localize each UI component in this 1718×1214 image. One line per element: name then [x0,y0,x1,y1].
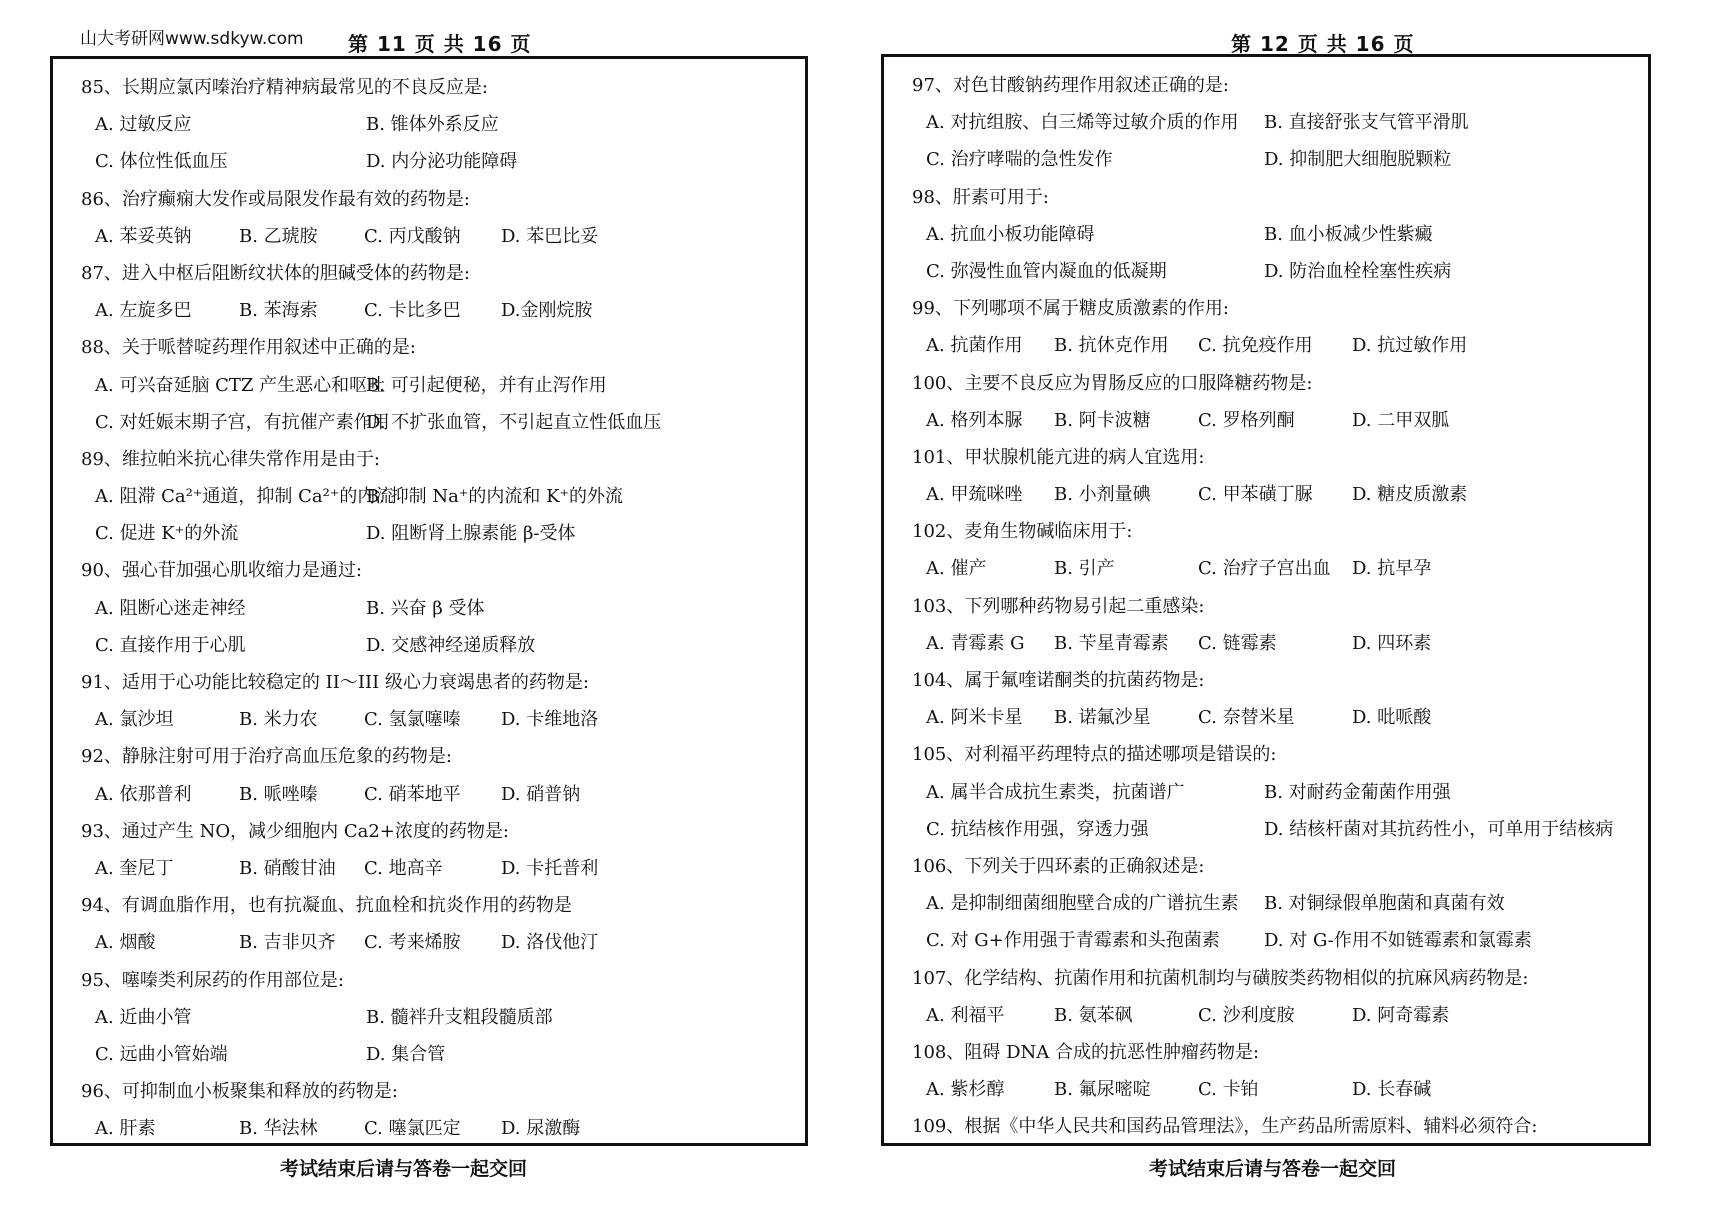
answer-option: C. 体位性低血压 [95,151,228,173]
answer-option: B. 可引起便秘，并有止泻作用 [366,374,607,396]
question-stem: 107、化学结构、抗菌作用和抗菌机制均与磺胺类药物相似的抗麻风病药物是: [912,967,1529,989]
answer-option: D. 长春碱 [1352,1079,1432,1101]
question-frame [881,54,1651,1146]
option-row [81,999,799,1036]
question-stem: 88、关于哌替啶药理作用叙述中正确的是: [81,337,416,359]
answer-option: B. 吉非贝齐 [239,932,336,954]
question-stem: 106、下列关于四环素的正确叙述是: [912,855,1205,877]
answer-option: A. 紫杉醇 [926,1079,1005,1101]
answer-option: A. 催产 [926,558,987,580]
answer-option: D. 硝普钠 [501,783,581,805]
answer-option: C. 治疗子宫出血 [1198,558,1331,580]
option-row [912,922,1642,959]
answer-option: A. 对抗组胺、白三烯等过敏介质的作用 [926,112,1239,134]
option-row [81,850,799,887]
answer-option: A. 格列本脲 [926,409,1023,431]
page-number: 第 12 页 共 16 页 [1231,32,1415,56]
option-row [81,627,799,664]
answer-option: B. 引产 [1054,558,1115,580]
option-row [81,1110,799,1147]
option-row [81,1036,799,1073]
question-stem: 97、对色甘酸钠药理作用叙述正确的是: [912,75,1229,96]
answer-option: C. 对 G+作用强于青霉素和头孢菌素 [926,930,1220,952]
question-stem: 102、麦角生物碱临床用于: [912,521,1133,543]
option-row [81,404,799,441]
question-stem: 101、甲状腺机能亢进的病人宜选用: [912,446,1205,468]
answer-option: C. 直接作用于心肌 [95,634,246,656]
answer-option: D. 不扩张血管，不引起直立性低血压 [366,411,662,433]
question-stem: 99、下列哪项不属于糖皮质激素的作用: [912,298,1229,320]
question-stem: 87、进入中枢后阻断纹状体的胆碱受体的药物是: [81,262,470,284]
answer-option: A. 肝素 [95,1118,156,1140]
question-stem: 92、静脉注射可用于治疗高血压危象的药物是: [81,746,452,768]
option-row [912,997,1642,1034]
answer-option: B. 抗休克作用 [1054,335,1169,357]
answer-option: D. 糖皮质激素 [1352,484,1468,506]
question-stem: 100、主要不良反应为胃肠反应的口服降糖药物是: [912,372,1313,394]
answer-option: C. 沙利度胺 [1198,1004,1295,1026]
answer-option: C. 考来烯胺 [364,932,461,954]
answer-option: D. 洛伐他汀 [501,932,599,954]
answer-option: A. 青霉素 G [926,632,1025,654]
footer-note: 考试结束后请与答卷一起交回 [1149,1158,1397,1180]
question-stem: 86、治疗癫痫大发作或局限发作最有效的药物是: [81,188,470,210]
answer-option: A. 过敏反应 [95,114,192,136]
answer-option: C. 远曲小管始端 [95,1043,228,1065]
answer-option: C. 弥漫性血管内凝血的低凝期 [926,260,1167,282]
option-row [81,143,799,180]
answer-option: D. 对 G-作用不如链霉素和氯霉素 [1264,930,1532,952]
answer-option: B. 哌唑嗪 [239,783,318,805]
question-stem: 90、强心苷加强心肌收缩力是通过: [81,560,362,582]
answer-option: D.金刚烷胺 [501,300,593,322]
answer-option: B. 氨苯砜 [1054,1004,1133,1026]
answer-option: A. 阻滞 Ca²⁺通道，抑制 Ca²⁺的内流 [95,486,394,508]
question-stem: 104、属于氟喹诺酮类的抗菌药物是: [912,670,1205,691]
answer-option: C. 氢氯噻嗪 [364,709,461,731]
answer-option: D. 卡托普利 [501,857,599,879]
answer-option: A. 甲巯咪唑 [926,484,1023,506]
option-row [81,590,799,627]
answer-option: C. 丙戊酸钠 [364,225,461,247]
option-row [912,104,1642,141]
answer-option: B. 兴奋 β 受体 [366,597,485,619]
answer-option: B. 氟尿嘧啶 [1054,1079,1151,1101]
answer-option: A. 抗血小板功能障碍 [926,223,1095,245]
answer-option: D. 阿奇霉素 [1352,1004,1450,1026]
answer-option: A. 依那普利 [95,783,192,805]
option-row [912,141,1642,178]
answer-option: B. 苯海索 [239,300,318,322]
option-row [912,774,1642,811]
answer-option: D. 吡哌酸 [1352,707,1432,729]
option-row [81,776,799,813]
answer-option: C. 促进 K⁺的外流 [95,523,239,545]
answer-option: C. 甲苯磺丁脲 [1198,484,1313,506]
answer-option: C. 抗免疫作用 [1198,335,1313,357]
option-row [912,699,1642,736]
site-watermark: 山大考研网www.sdkyw.com [80,29,304,49]
answer-option: B. 抑制 Na⁺的内流和 K⁺的外流 [366,486,624,508]
answer-option: A. 烟酸 [95,932,156,954]
answer-option: D. 卡维地洛 [501,709,599,731]
answer-option: C. 硝苯地平 [364,783,461,805]
answer-option: C. 卡铂 [1198,1079,1259,1101]
question-stem: 103、下列哪种药物易引起二重感染: [912,595,1205,617]
answer-option: B. 髓袢升支粗段髓质部 [366,1006,553,1028]
option-row [912,811,1642,848]
answer-option: B. 苄星青霉素 [1054,632,1169,654]
answer-option: D. 抑制肥大细胞脱颗粒 [1264,149,1452,171]
question-list [81,69,799,1147]
option-row [81,924,799,961]
answer-option: A. 属半合成抗生素类，抗菌谱广 [926,781,1185,803]
answer-option: B. 直接舒张支气管平滑肌 [1264,112,1469,134]
option-row [81,478,799,515]
answer-option: B. 阿卡波糖 [1054,409,1151,431]
answer-option: A. 阻断心迷走神经 [95,597,246,619]
option-row [81,515,799,552]
answer-option: C. 治疗哮喘的急性发作 [926,149,1113,171]
answer-option: D. 内分泌功能障碍 [366,151,518,173]
question-list [912,67,1642,1145]
answer-option: D. 交感神经递质释放 [366,634,536,656]
answer-option: B. 硝酸甘油 [239,857,336,879]
option-row [81,292,799,329]
answer-option: A. 可兴奋延脑 CTZ 产生恶心和呕吐 [95,374,386,396]
question-stem: 94、有调血脂作用，也有抗凝血、抗血栓和抗炎作用的药物是 [81,895,572,917]
option-row [912,885,1642,922]
option-row [912,253,1642,290]
answer-option: B. 小剂量碘 [1054,484,1151,506]
answer-option: D. 抗早孕 [1352,558,1432,580]
answer-option: B. 锥体外系反应 [366,114,499,136]
option-row [81,701,799,738]
question-frame [50,56,808,1146]
answer-option: B. 血小板减少性紫癜 [1264,223,1433,245]
answer-option: D. 二甲双胍 [1352,409,1450,431]
question-stem: 108、阻碍 DNA 合成的抗恶性肿瘤药物是: [912,1041,1260,1063]
footer-note: 考试结束后请与答卷一起交回 [280,1158,528,1180]
question-stem: 93、通过产生 NO，减少细胞内 Ca2+浓度的药物是: [81,820,509,842]
page-number: 第 11 页 共 16 页 [348,32,532,56]
answer-option: A. 抗菌作用 [926,335,1023,357]
answer-option: A. 近曲小管 [95,1006,192,1028]
answer-option: A. 利福平 [926,1004,1005,1026]
answer-option: D. 结核杆菌对其抗药性小，可单用于结核病 [1264,818,1614,840]
option-row [912,476,1642,513]
exam-page-12 [859,0,1718,1214]
answer-option: D. 集合管 [366,1043,446,1065]
option-row [81,218,799,255]
answer-option: A. 阿米卡星 [926,707,1023,729]
answer-option: A. 是抑制细菌细胞壁合成的广谱抗生素 [926,893,1239,915]
answer-option: D. 尿激酶 [501,1118,581,1140]
option-row [912,625,1642,662]
option-row [81,367,799,404]
answer-option: B. 乙琥胺 [239,225,318,247]
answer-option: C. 地高辛 [364,857,443,879]
answer-option: A. 氯沙坦 [95,709,174,731]
answer-option: B. 米力农 [239,709,318,731]
answer-option: C. 罗格列酮 [1198,409,1295,431]
answer-option: B. 对铜绿假单胞菌和真菌有效 [1264,893,1505,915]
answer-option: D. 防治血栓栓塞性疾病 [1264,260,1452,282]
question-stem: 85、长期应氯丙嗪治疗精神病最常见的不良反应是: [81,77,488,98]
option-row [81,106,799,143]
question-stem: 109、根据《中华人民共和国药品管理法》，生产药品所需原料、辅料必须符合: [912,1116,1538,1138]
answer-option: D. 四环素 [1352,632,1432,654]
option-row [912,327,1642,364]
answer-option: A. 苯妥英钠 [95,225,192,247]
question-stem: 98、肝素可用于: [912,186,1049,208]
answer-option: C. 噻氯匹定 [364,1118,461,1140]
answer-option: B. 诺氟沙星 [1054,707,1151,729]
answer-option: C. 抗结核作用强，穿透力强 [926,818,1149,840]
question-stem: 95、噻嗪类利尿药的作用部位是: [81,969,344,991]
answer-option: C. 奈替米星 [1198,707,1295,729]
option-row [912,550,1642,587]
answer-option: A. 左旋多巴 [95,300,192,322]
question-stem: 89、维拉帕米抗心律失常作用是由于: [81,448,380,470]
answer-option: A. 奎尼丁 [95,857,174,879]
option-row [912,216,1642,253]
answer-option: C. 链霉素 [1198,632,1277,654]
answer-option: C. 对妊娠末期子宫，有抗催产素作用 [95,411,390,433]
answer-option: D. 抗过敏作用 [1352,335,1468,357]
answer-option: C. 卡比多巴 [364,300,461,322]
question-stem: 105、对利福平药理特点的描述哪项是错误的: [912,744,1277,766]
option-row [912,1071,1642,1108]
answer-option: B. 华法林 [239,1118,318,1140]
answer-option: D. 阻断肾上腺素能 β-受体 [366,523,576,545]
question-stem: 96、可抑制血小板聚集和释放的药物是: [81,1081,398,1103]
answer-option: B. 对耐药金葡菌作用强 [1264,781,1451,803]
question-stem: 91、适用于心功能比较稳定的 II～III 级心力衰竭患者的药物是: [81,672,589,693]
option-row [912,402,1642,439]
answer-option: D. 苯巴比妥 [501,225,599,247]
